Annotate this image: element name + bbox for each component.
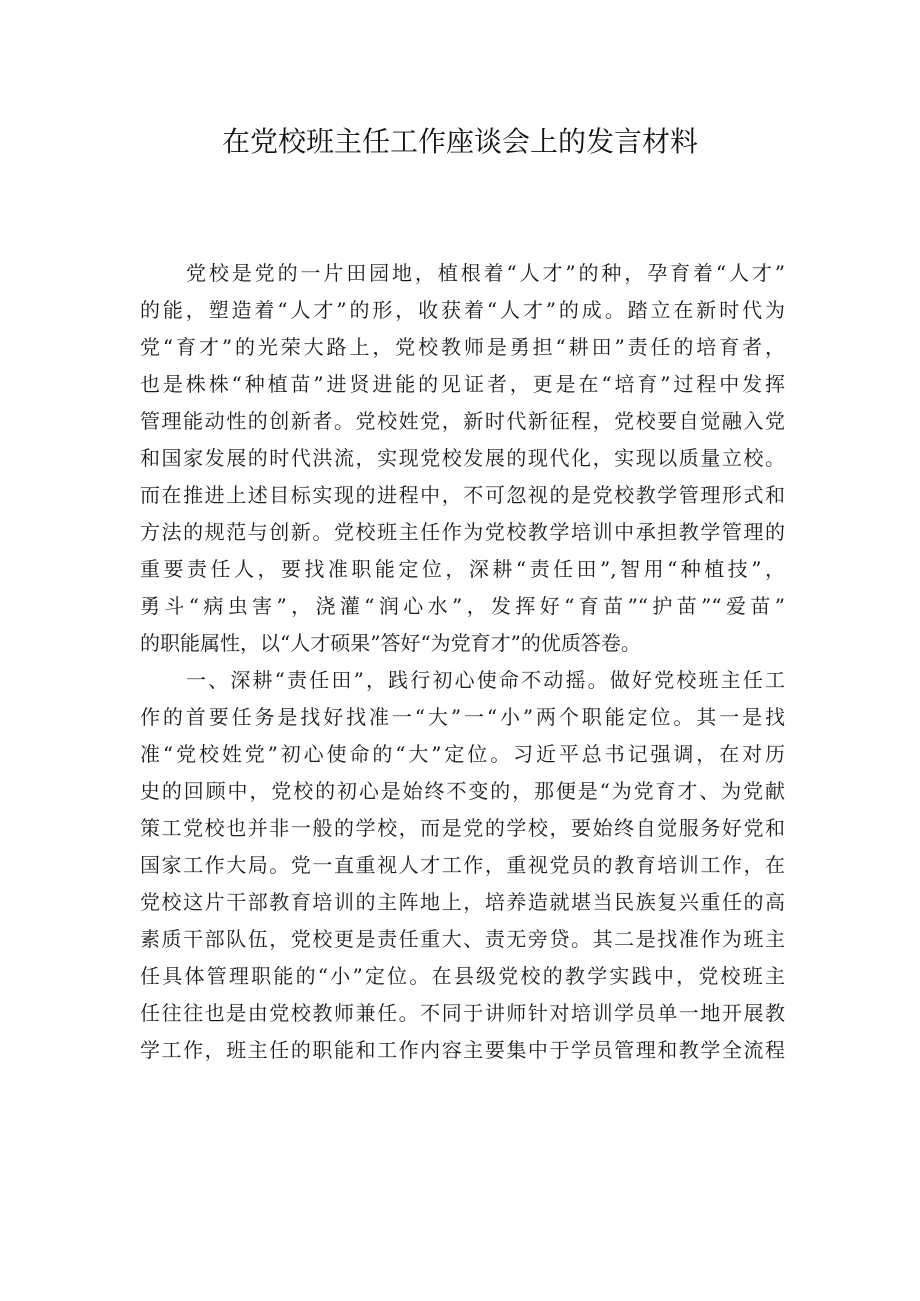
paragraph-line: 党“育才”的光荣大路上，党校教师是勇担“耕田”责任的培育者， (140, 335, 785, 359)
paragraph-line: 素质干部队伍，党校更是责任重大、责无旁贷。其二是找准作为班主 (140, 927, 785, 951)
paragraph-line: 学工作，班主任的职能和工作内容主要集中于学员管理和教学全流程 (140, 1038, 785, 1062)
paragraph-line: 策工党校也并非一般的学校，而是党的学校，要始终自觉服务好党和 (140, 816, 785, 840)
paragraph-line: 而在推进上述目标实现的进程中，不可忽视的是党校教学管理形式和 (140, 483, 785, 507)
paragraph-line: 准“党校姓党”初心使命的“大”定位。习近平总书记强调，在对历 (140, 742, 785, 766)
paragraph-line: 的职能属性，以“人才硕果”答好“为党育才”的优质答卷。 (140, 631, 641, 655)
paragraph-line: 党校这片干部教育培训的主阵地上，培养造就堪当民族复兴重任的高 (140, 890, 785, 914)
paragraph-line: 史的回顾中，党校的初心是始终不变的，那便是“为党育才、为党献 (140, 779, 785, 803)
paragraph-line: 任具体管理职能的“小”定位。在县级党校的教学实践中，党校班主 (140, 964, 785, 988)
paragraph-line: 勇斗“病虫害”，浇灌“润心水”，发挥好“育苗”“护苗”“爱苗” (140, 594, 785, 618)
paragraph-line: 管理能动性的创新者。党校姓党，新时代新征程，党校要自觉融入党 (140, 409, 785, 433)
paragraph-2 (140, 662, 785, 1069)
paragraph-line: 党校是党的一片田园地，植根着“人才”的种，孕育着“人才” (186, 261, 785, 285)
paragraph-line: 任往往也是由党校教师兼任。不同于讲师针对培训学员单一地开展教 (140, 1001, 785, 1025)
paragraph-line: 方法的规范与创新。党校班主任作为党校教学培训中承担教学管理的 (140, 520, 785, 544)
document-title: 在党校班主任工作座谈会上的发言材料 (221, 125, 698, 158)
paragraph-line: 作的首要任务是找好找准一“大”一“小”两个职能定位。其一是找 (140, 705, 785, 729)
document-body (140, 255, 785, 1069)
paragraph-line: 国家工作大局。党一直重视人才工作，重视党员的教育培训工作，在 (140, 853, 785, 877)
paragraph-line: 的能，塑造着“人才”的形，收获着“人才”的成。踏立在新时代为 (140, 298, 785, 322)
paragraph-line: 和国家发展的时代洪流，实现党校发展的现代化，实现以质量立校。 (140, 446, 785, 470)
paragraph-1 (140, 255, 785, 662)
paragraph-line: 重要责任人，要找准职能定位，深耕“责任田”,智用“种植技”， (140, 557, 785, 581)
paragraph-line: 一、深耕“责任田”，践行初心使命不动摇。做好党校班主任工 (186, 668, 785, 692)
paragraph-line: 也是株株“种植苗”进贤进能的见证者，更是在“培育”过程中发挥 (140, 372, 785, 396)
